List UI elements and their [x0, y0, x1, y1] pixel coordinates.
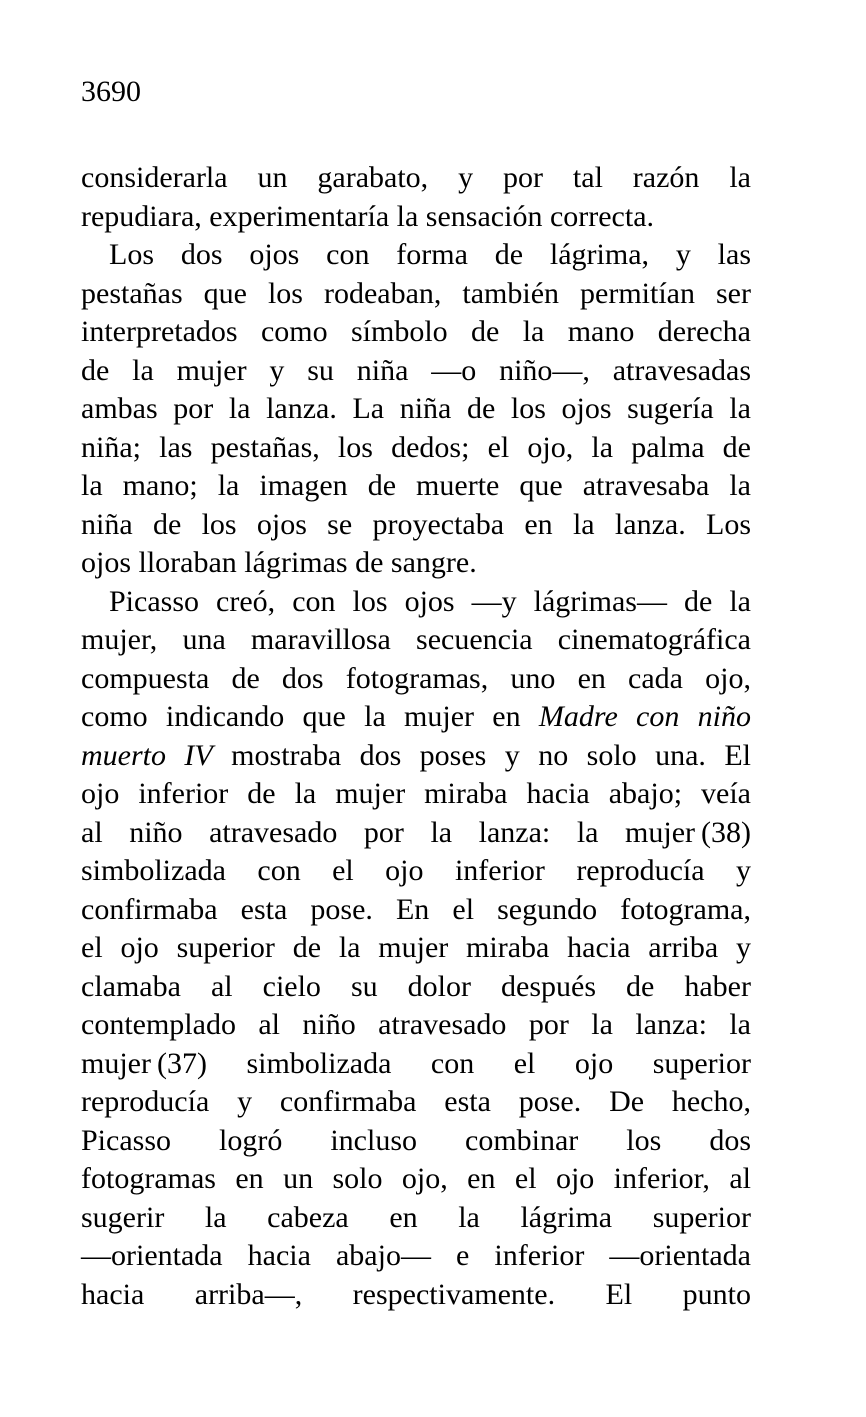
text-segment: interpretados como símbolo de la mano derecha — [81, 315, 751, 348]
italic-text-segment: Madre con niño — [538, 700, 751, 733]
text-segment: al niño atravesado por la lanza: la mujer (38) — [81, 815, 751, 849]
text-segment: confirmaba esta pose. En el segundo fotograma, — [81, 892, 751, 926]
text-line — [81, 814, 751, 853]
text-line — [81, 698, 751, 737]
text-segment: mujer (37) simbolizada con el ojo superior — [81, 1046, 751, 1080]
text-line — [81, 1122, 751, 1161]
text-segment: ambas por la lanza. La niña de los ojos sugería la — [81, 392, 751, 425]
text-segment: repudiara, experimentaría la sensación correcta. — [81, 199, 655, 233]
text-line — [81, 275, 751, 314]
text-line — [81, 1199, 751, 1238]
text-line — [81, 1276, 751, 1315]
text-segment: de la mujer y su niña —o niño—, atravesadas — [81, 353, 751, 387]
text-segment: contemplado al niño atravesado por la lanza: la — [81, 1008, 751, 1041]
text-line — [81, 1083, 751, 1122]
text-line — [81, 1237, 751, 1276]
text-line — [81, 506, 751, 545]
text-line — [81, 544, 751, 583]
page-number: 3690 — [81, 75, 141, 108]
text-line — [81, 737, 751, 776]
text-line — [81, 313, 751, 352]
text-line — [81, 583, 751, 622]
text-line — [81, 891, 751, 930]
text-segment: clamaba al cielo su dolor después de haber — [81, 969, 751, 1003]
text-line — [81, 198, 751, 237]
text-segment: ojo inferior de la mujer miraba hacia abajo; veía — [81, 777, 751, 810]
text-line — [81, 467, 751, 506]
text-line — [81, 775, 751, 814]
text-line — [81, 429, 751, 468]
text-segment: niña de los ojos se proyectaba en la lanza. Los — [81, 507, 751, 541]
text-segment: ojos lloraban lágrimas de sangre. — [81, 546, 477, 579]
text-segment: considerarla un garabato, y por tal razón la — [81, 161, 751, 194]
text-segment: fotogramas en un solo ojo, en el ojo inferior, al — [81, 1162, 751, 1195]
text-line — [81, 352, 751, 391]
paragraph — [81, 159, 751, 236]
paragraph — [81, 583, 751, 1315]
text-segment: mujer, una maravillosa secuencia cinematográfica — [81, 623, 751, 656]
text-line — [81, 159, 751, 198]
text-segment: reproducía y confirmaba esta pose. De hecho, — [81, 1085, 751, 1118]
text-line — [81, 236, 751, 275]
text-segment: mostraba dos poses y no solo una. El — [212, 738, 751, 772]
text-line — [81, 929, 751, 968]
text-line — [81, 852, 751, 891]
text-segment: como indicando que la mujer en — [81, 700, 539, 733]
text-line — [81, 968, 751, 1007]
text-segment: compuesta de dos fotogramas, uno en cada ojo, — [81, 661, 751, 695]
text-line — [81, 1160, 751, 1199]
text-segment: simbolizada con el ojo inferior reproducía y — [81, 854, 751, 887]
text-line — [81, 1006, 751, 1045]
text-block — [81, 159, 751, 1314]
paragraph — [81, 236, 751, 583]
text-segment: sugerir la cabeza en la lágrima superior — [81, 1200, 751, 1234]
text-segment: pestañas que los rodeaban, también permitían ser — [81, 276, 751, 310]
text-line — [81, 660, 751, 699]
text-segment: hacia arriba—, respectivamente. El punto — [81, 1277, 751, 1311]
text-segment: Los dos ojos con forma de lágrima, y las — [109, 238, 751, 271]
italic-text-segment: muerto IV — [81, 738, 213, 772]
text-segment: el ojo superior de la mujer miraba hacia arriba y — [81, 931, 751, 964]
text-segment: niña; las pestañas, los dedos; el ojo, la palma de — [81, 430, 751, 464]
text-line — [81, 1045, 751, 1084]
text-segment: Picasso creó, con los ojos —y lágrimas— de la — [109, 584, 751, 618]
text-segment: la mano; la imagen de muerte que atravesaba la — [81, 469, 751, 502]
text-segment: —orientada hacia abajo— e inferior —orientada — [81, 1239, 751, 1272]
text-line — [81, 390, 751, 429]
text-line — [81, 621, 751, 660]
text-segment: Picasso logró incluso combinar los dos — [81, 1123, 751, 1157]
